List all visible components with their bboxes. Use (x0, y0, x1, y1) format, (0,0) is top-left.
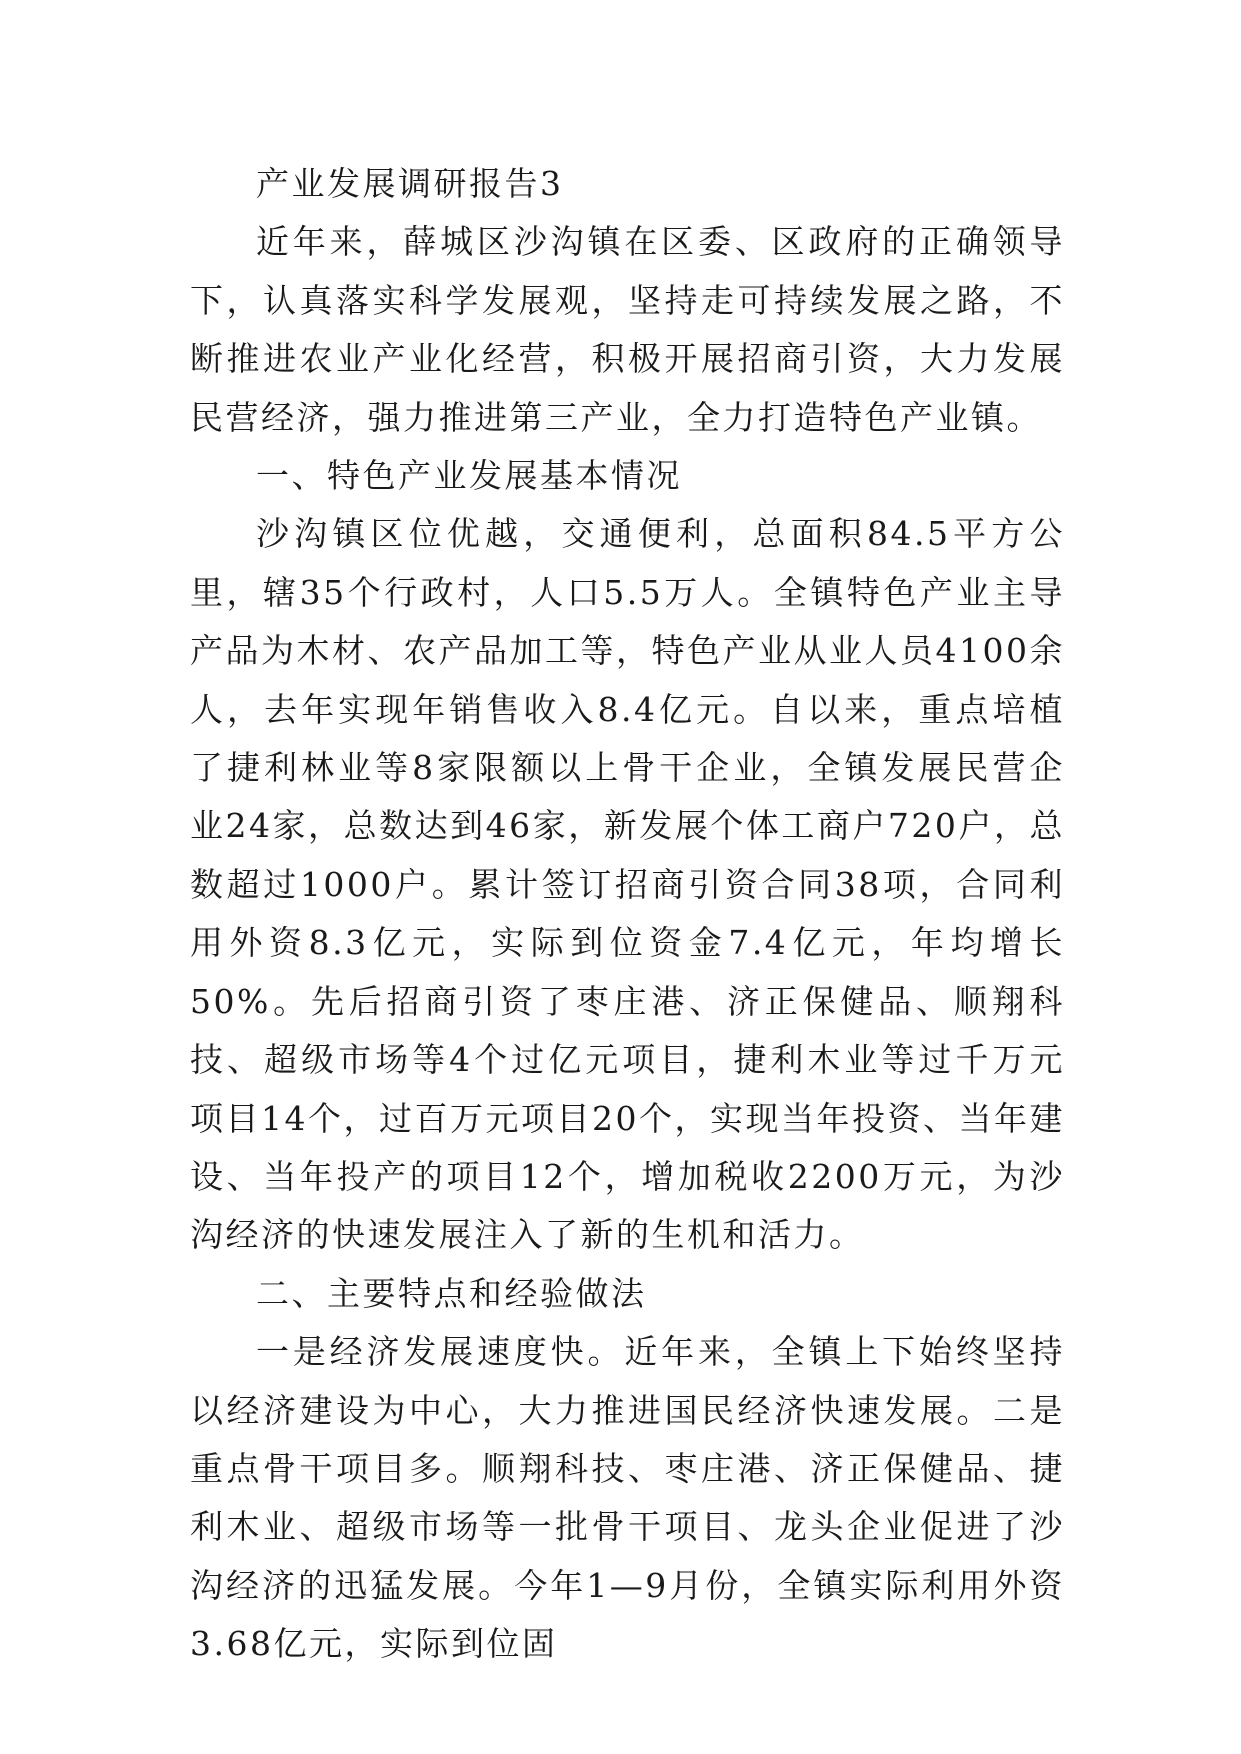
section-heading-1: 一、特色产业发展基本情况 (256, 456, 682, 496)
document-title: 产业发展调研报告3 (256, 164, 564, 203)
section-1-paragraph: 沙沟镇区位优越，交通便利，总面积84.5平方公里，辖35个行政村，人口5.5万人。全镇特色产业主导产品为木材、农产品加工等，特色产业从业人员4100余人，去年实现年销售收入8.4亿元。自以来，重点培植了捷利林业等8家限额以上骨干企业，全镇发展民营企业24家，总数达到46家，新发展个体工商户720户，总数超过1000户。累计签订招商引资合同38项，合同利用外资8.3亿元，实际到位资金7.4亿元，年均增长50%。先后招商引资了枣庄港、济正保健品、顺翔科技、超级市场等4个过亿元项目，捷利木业等过千万元项目14个，过百万元项目20个，实现当年投资、当年建设、当年投产的项目12个，增加税收2200万元，为沙沟经济的快速发展注入了新的生机和活力。 (190, 514, 1065, 1255)
section-heading-2: 二、主要特点和经验做法 (256, 1273, 647, 1313)
intro-paragraph: 近年来，薛城区沙沟镇在区委、区政府的正确领导下，认真落实科学发展观，坚持走可持续发展之路，不断推进农业产业化经营，积极开展招商引资，大力发展民营经济，强力推进第三产业，全力打造特色产业镇。 (190, 222, 1065, 437)
section-2-paragraph: 一是经济发展速度快。近年来，全镇上下始终坚持以经济建设为中心，大力推进国民经济快速发展。二是重点骨干项目多。顺翔科技、枣庄港、济正保健品、捷利木业、超级市场等一批骨干项目、龙头企业促进了沙沟经济的迅猛发展。今年1—9月份，全镇实际利用外资3.68亿元，实际到位固 (190, 1332, 1065, 1664)
document-body (190, 155, 1065, 1674)
